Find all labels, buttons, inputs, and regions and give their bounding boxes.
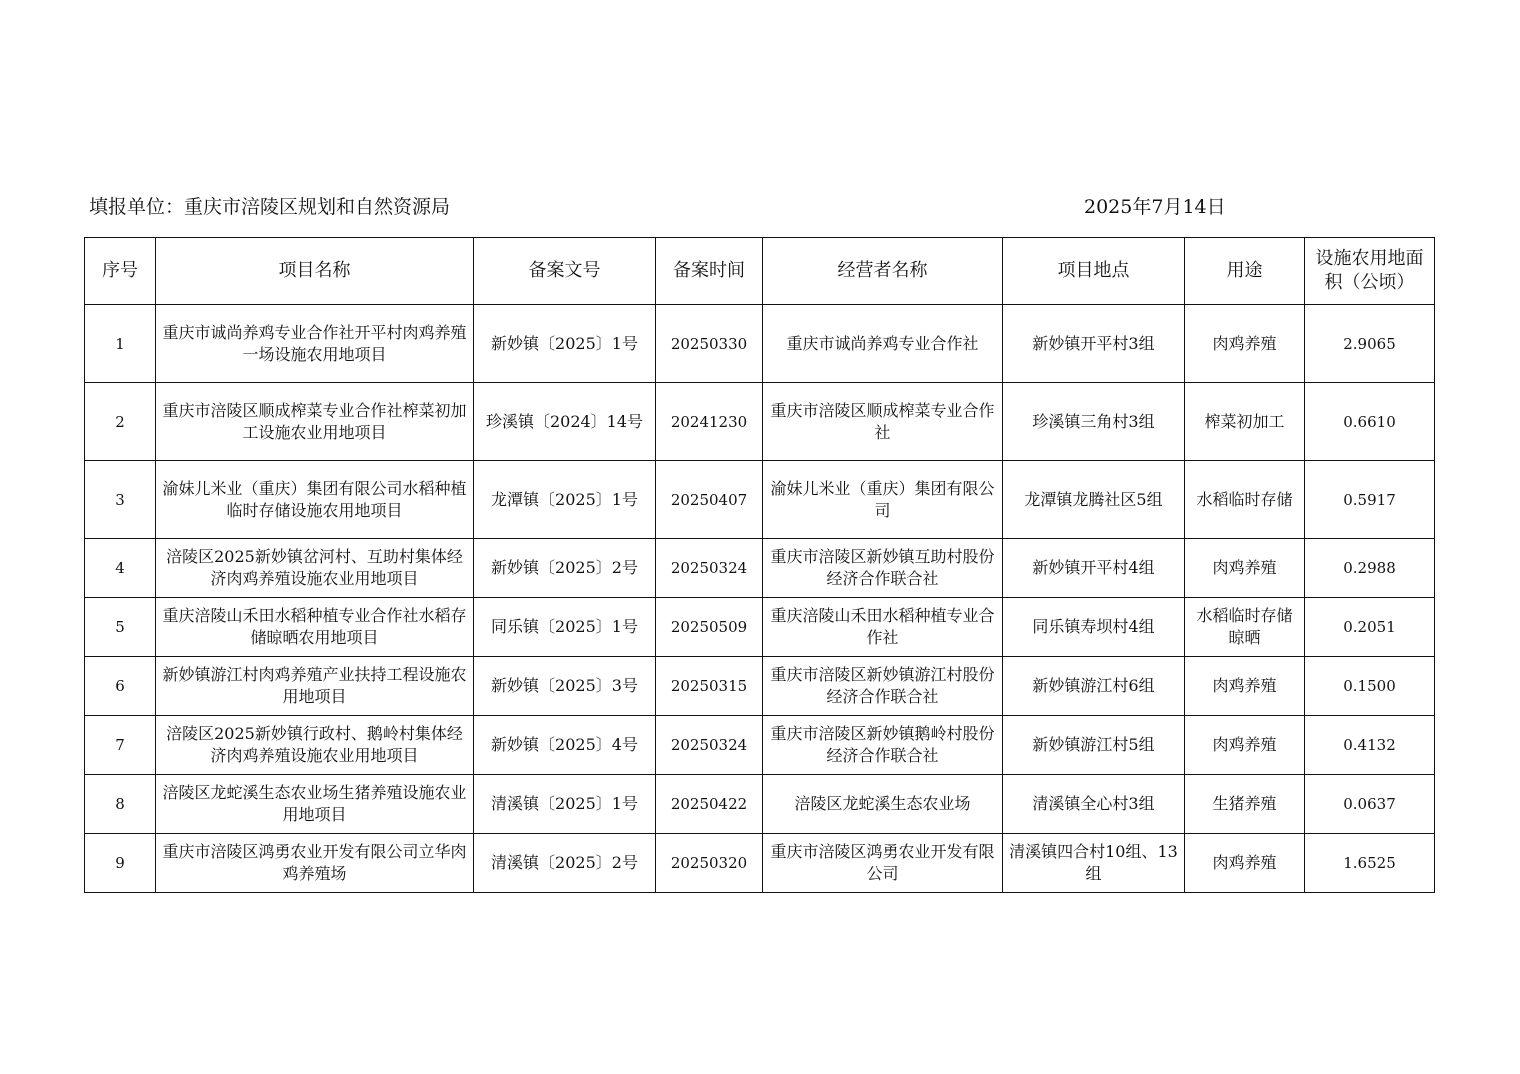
- table-row: [85, 716, 1435, 775]
- cell-operator: 重庆市涪陵区新妙镇互助村股份经济合作联合社: [763, 539, 1003, 598]
- cell-use: 水稻临时存储晾晒: [1185, 598, 1305, 657]
- cell-record-date: 20250330: [656, 305, 763, 383]
- cell-operator: 重庆市涪陵区鸿勇农业开发有限公司: [763, 834, 1003, 893]
- cell-project-name: 涪陵区龙蛇溪生态农业场生猪养殖设施农业用地项目: [156, 775, 474, 834]
- cell-location: 龙潭镇龙腾社区5组: [1003, 461, 1185, 539]
- cell-area: 0.1500: [1305, 657, 1435, 716]
- table-row: [85, 598, 1435, 657]
- cell-location: 新妙镇游江村5组: [1003, 716, 1185, 775]
- cell-location: 新妙镇游江村6组: [1003, 657, 1185, 716]
- cell-doc-number: 同乐镇〔2025〕1号: [474, 598, 656, 657]
- reporting-unit: 填报单位：重庆市涪陵区规划和自然资源局: [89, 196, 451, 218]
- cell-location: 同乐镇寿坝村4组: [1003, 598, 1185, 657]
- table-row: [85, 461, 1435, 539]
- col-header-area: 设施农用地面积（公顷）: [1305, 238, 1435, 305]
- cell-record-date: 20250422: [656, 775, 763, 834]
- cell-project-name: 涪陵区2025新妙镇行政村、鹅岭村集体经济肉鸡养殖设施农业用地项目: [156, 716, 474, 775]
- cell-location: 清溪镇四合村10组、13组: [1003, 834, 1185, 893]
- col-header-doc-number: 备案文号: [474, 238, 656, 305]
- facility-land-table: [84, 237, 1435, 893]
- cell-area: 1.6525: [1305, 834, 1435, 893]
- cell-area: 0.0637: [1305, 775, 1435, 834]
- cell-doc-number: 龙潭镇〔2025〕1号: [474, 461, 656, 539]
- cell-use: 肉鸡养殖: [1185, 834, 1305, 893]
- cell-area: 0.5917: [1305, 461, 1435, 539]
- cell-seq: 2: [85, 383, 156, 461]
- cell-record-date: 20241230: [656, 383, 763, 461]
- cell-record-date: 20250315: [656, 657, 763, 716]
- cell-operator: 重庆市诚尚养鸡专业合作社: [763, 305, 1003, 383]
- cell-operator: 重庆涪陵山禾田水稻种植专业合作社: [763, 598, 1003, 657]
- cell-doc-number: 新妙镇〔2025〕3号: [474, 657, 656, 716]
- cell-use: 生猪养殖: [1185, 775, 1305, 834]
- cell-seq: 3: [85, 461, 156, 539]
- cell-use: 榨菜初加工: [1185, 383, 1305, 461]
- cell-project-name: 涪陵区2025新妙镇岔河村、互助村集体经济肉鸡养殖设施农业用地项目: [156, 539, 474, 598]
- cell-doc-number: 清溪镇〔2025〕1号: [474, 775, 656, 834]
- col-header-record-date: 备案时间: [656, 238, 763, 305]
- cell-seq: 8: [85, 775, 156, 834]
- cell-operator: 重庆市涪陵区新妙镇游江村股份经济合作联合社: [763, 657, 1003, 716]
- cell-project-name: 重庆涪陵山禾田水稻种植专业合作社水稻存储晾晒农用地项目: [156, 598, 474, 657]
- cell-project-name: 新妙镇游江村肉鸡养殖产业扶持工程设施农用地项目: [156, 657, 474, 716]
- table-row: [85, 305, 1435, 383]
- table-row: [85, 775, 1435, 834]
- table-row: [85, 834, 1435, 893]
- col-header-seq: 序号: [85, 238, 156, 305]
- col-header-use: 用途: [1185, 238, 1305, 305]
- cell-area: 0.2988: [1305, 539, 1435, 598]
- cell-doc-number: 新妙镇〔2025〕4号: [474, 716, 656, 775]
- cell-use: 水稻临时存储: [1185, 461, 1305, 539]
- cell-area: 0.6610: [1305, 383, 1435, 461]
- cell-seq: 6: [85, 657, 156, 716]
- cell-record-date: 20250509: [656, 598, 763, 657]
- cell-project-name: 渝妹儿米业（重庆）集团有限公司水稻种植临时存储设施农用地项目: [156, 461, 474, 539]
- table-row: [85, 383, 1435, 461]
- cell-project-name: 重庆市诚尚养鸡专业合作社开平村肉鸡养殖一场设施农用地项目: [156, 305, 474, 383]
- cell-location: 新妙镇开平村4组: [1003, 539, 1185, 598]
- cell-area: 0.2051: [1305, 598, 1435, 657]
- cell-seq: 1: [85, 305, 156, 383]
- table-row: [85, 539, 1435, 598]
- col-header-location: 项目地点: [1003, 238, 1185, 305]
- report-date: 2025年7月14日: [1084, 196, 1226, 218]
- cell-record-date: 20250407: [656, 461, 763, 539]
- cell-record-date: 20250324: [656, 716, 763, 775]
- col-header-project-name: 项目名称: [156, 238, 474, 305]
- cell-location: 新妙镇开平村3组: [1003, 305, 1185, 383]
- cell-operator: 涪陵区龙蛇溪生态农业场: [763, 775, 1003, 834]
- cell-project-name: 重庆市涪陵区鸿勇农业开发有限公司立华肉鸡养殖场: [156, 834, 474, 893]
- cell-location: 清溪镇全心村3组: [1003, 775, 1185, 834]
- cell-record-date: 20250324: [656, 539, 763, 598]
- cell-seq: 4: [85, 539, 156, 598]
- cell-doc-number: 新妙镇〔2025〕2号: [474, 539, 656, 598]
- col-header-operator: 经营者名称: [763, 238, 1003, 305]
- cell-area: 0.4132: [1305, 716, 1435, 775]
- cell-seq: 5: [85, 598, 156, 657]
- cell-use: 肉鸡养殖: [1185, 305, 1305, 383]
- cell-area: 2.9065: [1305, 305, 1435, 383]
- cell-use: 肉鸡养殖: [1185, 657, 1305, 716]
- cell-doc-number: 新妙镇〔2025〕1号: [474, 305, 656, 383]
- cell-operator: 渝妹儿米业（重庆）集团有限公司: [763, 461, 1003, 539]
- cell-project-name: 重庆市涪陵区顺成榨菜专业合作社榨菜初加工设施农业用地项目: [156, 383, 474, 461]
- cell-doc-number: 珍溪镇〔2024〕14号: [474, 383, 656, 461]
- cell-record-date: 20250320: [656, 834, 763, 893]
- cell-doc-number: 清溪镇〔2025〕2号: [474, 834, 656, 893]
- cell-seq: 7: [85, 716, 156, 775]
- cell-operator: 重庆市涪陵区顺成榨菜专业合作社: [763, 383, 1003, 461]
- table-header-row: [85, 238, 1435, 305]
- cell-location: 珍溪镇三角村3组: [1003, 383, 1185, 461]
- cell-use: 肉鸡养殖: [1185, 539, 1305, 598]
- cell-seq: 9: [85, 834, 156, 893]
- cell-use: 肉鸡养殖: [1185, 716, 1305, 775]
- cell-operator: 重庆市涪陵区新妙镇鹅岭村股份经济合作联合社: [763, 716, 1003, 775]
- table-row: [85, 657, 1435, 716]
